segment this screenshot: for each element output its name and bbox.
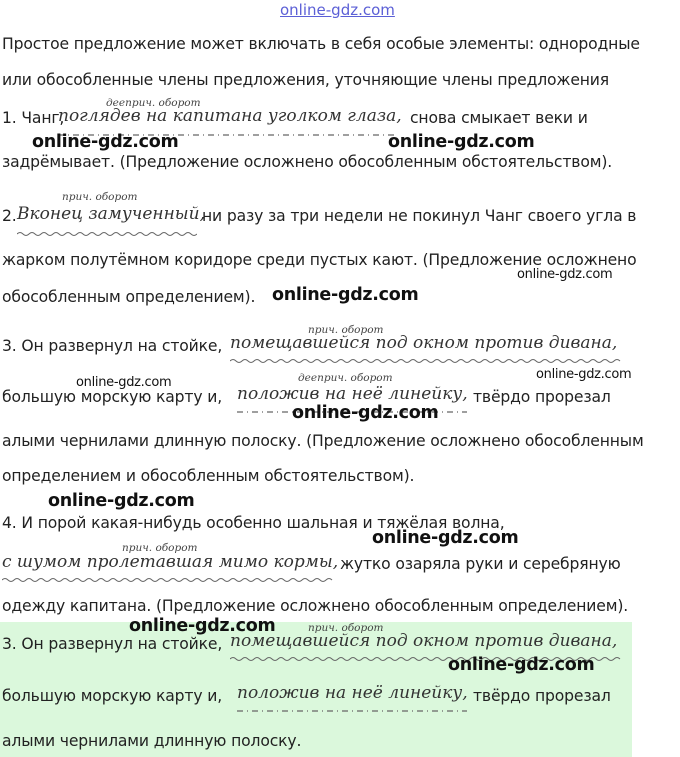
s3-underline-1 xyxy=(230,358,625,364)
watermark: online-gdz.com xyxy=(372,528,519,548)
s4-after: жутко озаряла руки и серебряную xyxy=(340,555,621,573)
watermark: online-gdz.com xyxy=(48,491,195,511)
s3-mid: большую морскую карту и, xyxy=(2,388,223,406)
label-deeprich-1: дееприч. оборот xyxy=(106,97,201,109)
watermark: online-gdz.com xyxy=(272,285,419,305)
answer-phrase2: положив на неё линейку, xyxy=(237,683,468,703)
s3-phrase1: помещавшейся под окном против дивана, xyxy=(230,333,618,353)
intro-line-2: или обособленные члены предложения, уточняющие члены предложения xyxy=(2,71,610,89)
label-deeprich-3: дееприч. оборот xyxy=(298,372,393,384)
s1-after: снова смыкает веки и xyxy=(410,109,588,127)
label-prich-answer: прич. оборот xyxy=(308,622,384,634)
s3-prefix: 3. Он развернул на стойке, xyxy=(2,337,223,355)
watermark: online-gdz.com xyxy=(517,267,613,282)
watermark: online-gdz.com xyxy=(448,655,595,675)
answer-phrase1: помещавшейся под окном против дивана, xyxy=(230,631,618,651)
s2-line2: жарком полутёмном коридоре среди пустых кают. (Предложение осложнено xyxy=(2,251,637,269)
s2-after: ни разу за три недели не покинул Чанг своего угла в xyxy=(202,207,637,225)
s1-phrase: поглядев на капитана уголком глаза, xyxy=(58,106,402,126)
intro-line-1: Простое предложение может включать в себя особые элементы: однородные xyxy=(2,35,640,53)
watermark: online-gdz.com xyxy=(32,132,179,152)
s2-prefix: 2. xyxy=(2,207,17,225)
s3-after: твёрдо прорезал xyxy=(473,388,611,406)
s3-line4: определением и обособленным обстоятельством). xyxy=(2,467,415,485)
s4-line1: 4. И порой какая-нибудь особенно шальная и тяжёлая волна, xyxy=(2,514,505,532)
s4-underline xyxy=(2,577,334,583)
label-prich-4: прич. оборот xyxy=(122,542,198,554)
s1-line2: задрёмывает. (Предложение осложнено обособленным обстоятельством). xyxy=(2,153,613,171)
answer-prefix: 3. Он развернул на стойке, xyxy=(2,635,223,653)
s2-underline xyxy=(17,231,197,237)
watermark: online-gdz.com xyxy=(76,375,172,390)
s2-phrase: Вконец замученный, xyxy=(17,204,205,224)
answer-underline-2 xyxy=(237,709,467,713)
site-header-link[interactable]: online-gdz.com xyxy=(280,1,395,19)
answer-line3: алыми чернилами длинную полоску. xyxy=(2,732,302,750)
watermark: online-gdz.com xyxy=(129,616,276,636)
s1-prefix: 1. Чанг, xyxy=(2,109,65,127)
s2-line3: обособленным определением). xyxy=(2,288,256,306)
answer-mid: большую морскую карту и, xyxy=(2,687,223,705)
s3-phrase2: положив на неё линейку, xyxy=(237,384,468,404)
s4-line3: одежду капитана. (Предложение осложнено обособленным определением). xyxy=(2,597,629,615)
s3-line3: алыми чернилами длинную полоску. (Предложение осложнено обособленным xyxy=(2,432,644,450)
answer-after: твёрдо прорезал xyxy=(473,687,611,705)
watermark: online-gdz.com xyxy=(388,132,535,152)
s4-phrase: с шумом пролетавшая мимо кормы, xyxy=(2,552,339,572)
label-prich-2: прич. оборот xyxy=(62,191,138,203)
watermark: online-gdz.com xyxy=(292,403,439,423)
watermark: online-gdz.com xyxy=(536,367,632,382)
label-prich-3: прич. оборот xyxy=(308,324,384,336)
